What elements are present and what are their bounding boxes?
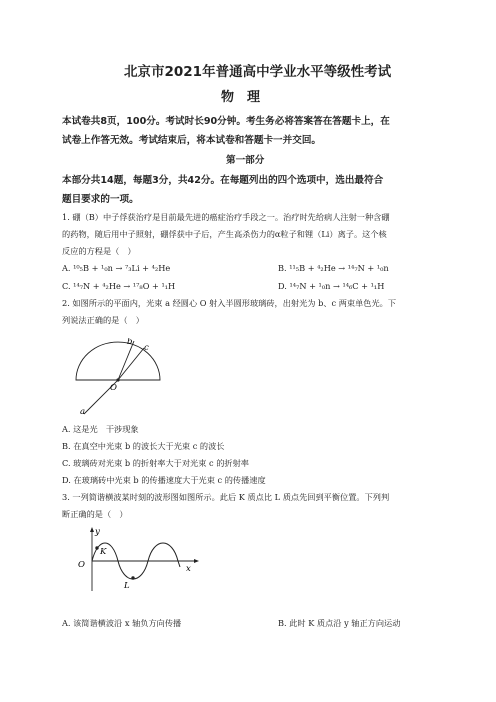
q3-wave-figure [76,525,206,593]
q2-line2: 列说法正确的是（ ） [62,315,144,325]
q3-label-x: x [186,564,191,574]
q2-label-b: b [127,338,133,347]
q3-label-K: K [100,547,107,557]
q3-label-O: O [78,560,85,570]
q2-label-a: a [80,407,86,416]
q2-option-b: B. 在真空中光束 b 的波长大于光束 c 的波长 [62,441,225,451]
q2-option-d: D. 在玻璃砖中光束 b 的传播速度大于光束 c 的传播速度 [62,475,266,485]
part1-intro-line1: 本部分共14题，每题3分，共42分。在每题列出的四个选项中，选出最符合 [62,175,384,186]
q2-option-c: C. 玻璃砖对光束 b 的折射率大于对光束 c 的折射率 [62,458,249,468]
instructions-line1: 本试卷共8页，100分。考试时长90分钟。考生务必将答案答在答题卡上，在 [62,116,390,127]
part1-intro-line2: 题目要求的一项。 [62,194,139,205]
q3-option-b: B. 此时 K 质点沿 y 轴正方向运动 [278,618,401,628]
subject-title: 物 理 [221,90,261,105]
q3-label-y: y [95,527,100,537]
q2-line1: 2. 如图所示的平面内，光束 a 经圆心 O 射入半圆形玻璃砖，出射光为 b、c 两束单色光。下 [62,298,397,308]
instructions-line2: 试卷上作答无效。考试结束后，将本试卷和答题卡一并交回。 [62,135,322,146]
q2-label-c: c [144,343,149,353]
page-title: 北京市2021年普通高中学业水平等级性考试 [124,64,392,80]
q2-label-O: O [110,383,117,393]
q1-line2: 的药物，随后用中子照射，硼俘获中子后，产生高杀伤力的α粒子和锂（Li）离子。这个核 [62,229,387,239]
q1-line3: 反应的方程是（ ） [62,246,136,256]
q3-line1: 3. 一列简谐横波某时刻的波形图如图所示。此后 K 质点比 L 质点先回到平衡位置。下列判 [62,492,390,502]
q3-label-L: L [124,581,130,591]
q1-option-c: C. ¹⁴₇N + ⁴₂He → ¹⁷₈O + ¹₁H [62,281,176,291]
q2-semicircle-figure [70,338,170,416]
q1-line1: 1. 硼（B）中子俘获治疗是目前最先进的癌症治疗手段之一。治疗时先给病人注射一种含硼 [62,212,390,222]
q2-option-a: A. 这是光 干涉现象 [62,424,139,434]
q3-option-a: A. 该简谐横波沿 x 轴负方向传播 [62,618,182,628]
q3-line2: 断正确的是（ ） [62,509,128,519]
q1-option-b: B. ¹¹₅B + ⁴₂He → ¹⁴₇N + ¹₀n [278,263,389,273]
part1-heading: 第一部分 [226,155,265,166]
q1-option-a: A. ¹⁰₅B + ¹₀n → ⁷₃Li + ⁴₂He [62,263,171,273]
q1-option-d: D. ¹⁴₇N + ¹₀n → ¹⁴₆C + ¹₁H [278,281,385,291]
